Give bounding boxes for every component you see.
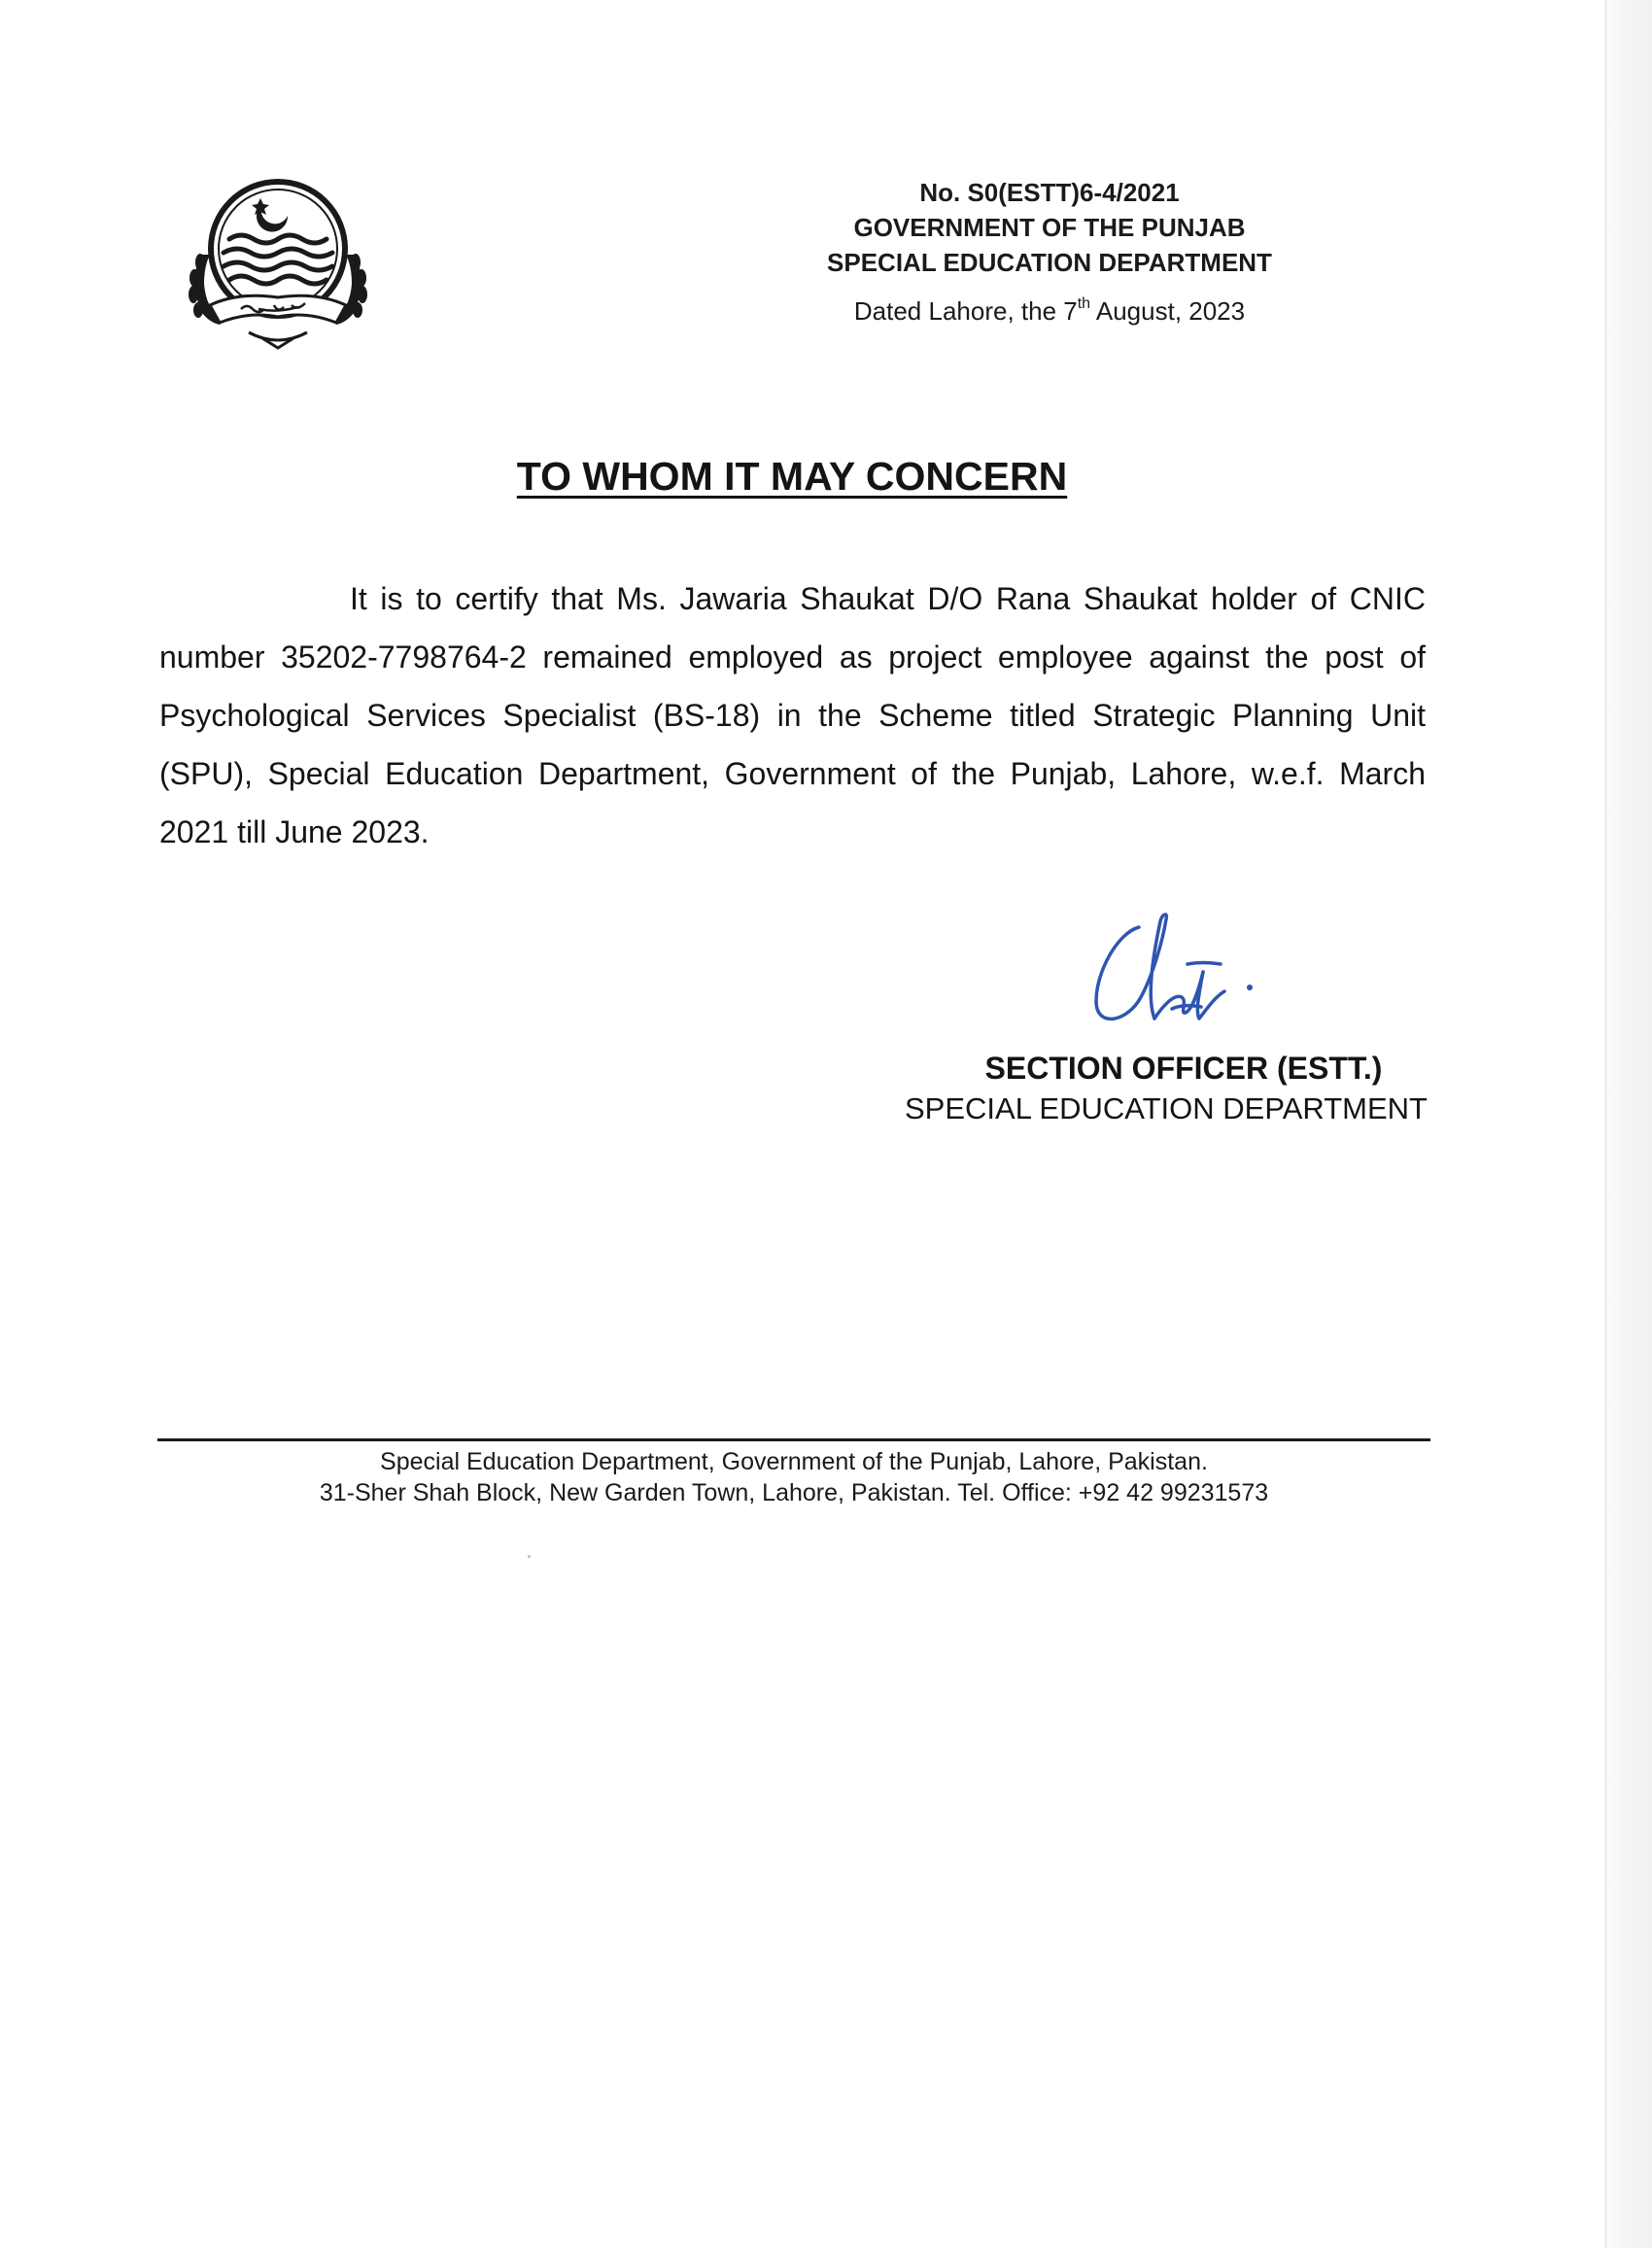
document-title: TO WHOM IT MAY CONCERN bbox=[516, 454, 1068, 499]
certificate-body bbox=[159, 570, 1426, 861]
footer bbox=[157, 1446, 1430, 1508]
reference-number: No. S0(ESTT)6-4/2021 bbox=[919, 178, 1180, 207]
date-suffix: August, 2023 bbox=[1090, 296, 1246, 326]
department-name: SPECIAL EDUCATION DEPARTMENT bbox=[827, 248, 1272, 277]
date-ordinal: th bbox=[1077, 295, 1091, 312]
scan-speck bbox=[528, 1555, 531, 1558]
body-line: (SPU), Special Education Department, Government of the Punjab, Lahore, w.e.f. March bbox=[159, 756, 1426, 791]
body-line: Psychological Services Specialist (BS-18) in the Scheme titled Strategic Planning Unit bbox=[159, 698, 1426, 733]
signatory-title: SECTION OFFICER (ESTT.) bbox=[984, 1051, 1383, 1086]
letterhead bbox=[758, 175, 1341, 280]
punjab-emblem bbox=[181, 177, 375, 350]
body-line: It is to certify that Ms. Jawaria Shaukat D/O Rana Shaukat holder of CNIC bbox=[350, 581, 1426, 616]
handwritten-signature bbox=[1079, 904, 1283, 1040]
signatory-department: SPECIAL EDUCATION DEPARTMENT bbox=[905, 1091, 1428, 1125]
body-line: 2021 till June 2023. bbox=[159, 814, 430, 849]
footer-contact-line: 31-Sher Shah Block, New Garden Town, Lahore, Pakistan. Tel. Office: +92 42 99231573 bbox=[319, 1479, 1269, 1506]
government-name: GOVERNMENT OF THE PUNJAB bbox=[853, 213, 1246, 242]
footer-divider bbox=[157, 1438, 1430, 1441]
body-line: number 35202-7798764-2 remained employed as project employee against the post of bbox=[159, 640, 1426, 674]
date-line bbox=[758, 294, 1341, 329]
page-edge bbox=[1605, 0, 1652, 2248]
signatory-block bbox=[875, 1048, 1458, 1129]
footer-address-line: Special Education Department, Government of the Punjab, Lahore, Pakistan. bbox=[380, 1448, 1208, 1475]
date-prefix: Dated Lahore, the 7 bbox=[853, 296, 1078, 326]
